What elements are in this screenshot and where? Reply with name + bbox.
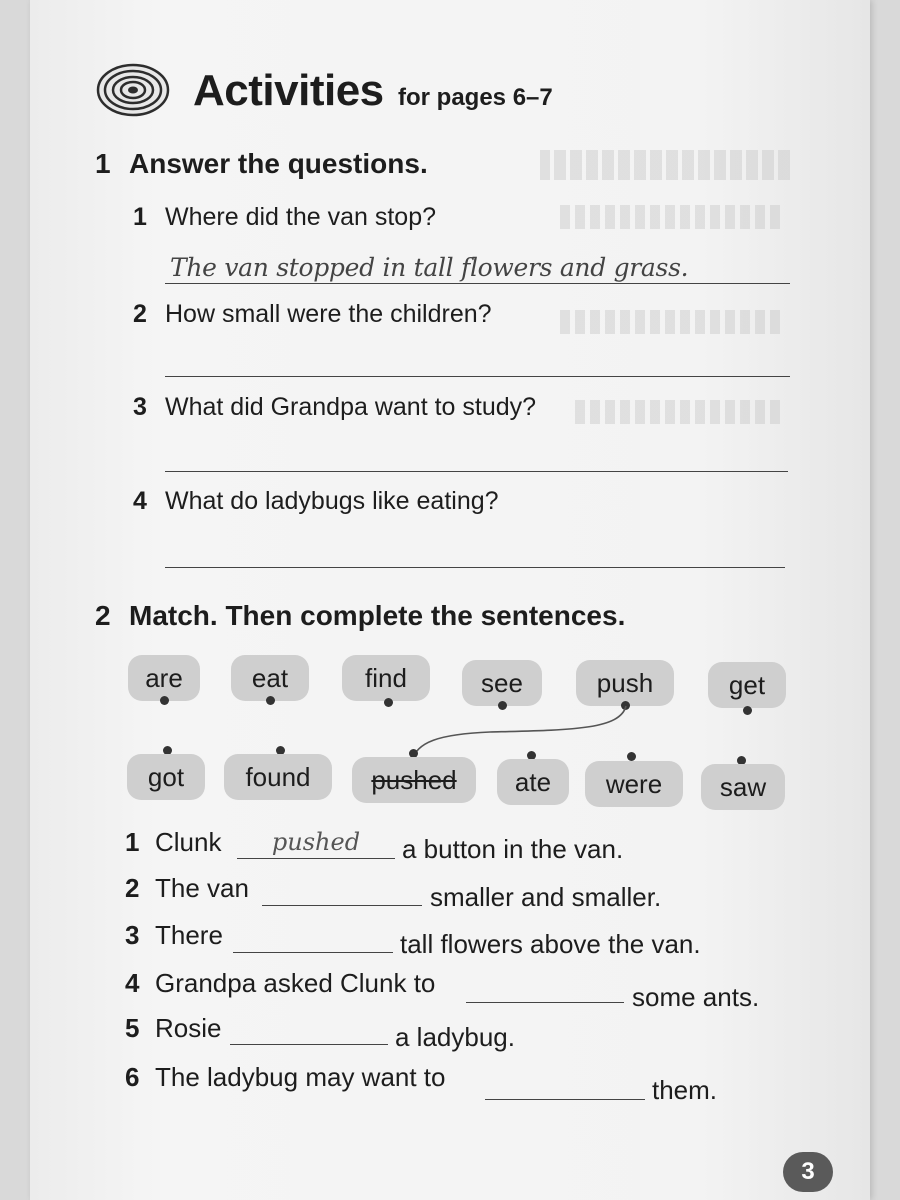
sentence-6 bbox=[125, 1062, 446, 1093]
word-box-push[interactable]: push bbox=[576, 660, 674, 706]
answer-line-2[interactable] bbox=[165, 376, 790, 377]
sentence-3-blank[interactable] bbox=[233, 922, 393, 953]
section-2-heading bbox=[95, 600, 625, 632]
word-box-got[interactable]: got bbox=[127, 754, 205, 800]
sentence-4 bbox=[125, 968, 435, 999]
sentence-start: Clunk bbox=[155, 827, 222, 857]
sentence-number: 2 bbox=[125, 873, 140, 903]
word-box-get[interactable]: get bbox=[708, 662, 786, 708]
sentence-1-blank[interactable]: pushed bbox=[237, 828, 395, 859]
spiral-flower-icon bbox=[95, 62, 171, 118]
question-text: How small were the children? bbox=[165, 300, 492, 328]
question-text: Where did the van stop? bbox=[165, 203, 436, 231]
sentence-number: 3 bbox=[125, 920, 140, 950]
show-through-text bbox=[540, 150, 790, 180]
sentence-4-end: some ants. bbox=[632, 982, 760, 1012]
word-box-find[interactable]: find bbox=[342, 655, 430, 701]
question-text: What did Grandpa want to study? bbox=[165, 393, 537, 421]
match-dot[interactable] bbox=[627, 752, 636, 761]
question-text: What do ladybugs like eating? bbox=[165, 487, 499, 515]
question-3 bbox=[133, 393, 536, 422]
answer-line-4[interactable] bbox=[165, 567, 785, 568]
sentence-number: 4 bbox=[125, 968, 140, 998]
word-box-saw[interactable]: saw bbox=[701, 764, 785, 810]
show-through-text bbox=[570, 400, 780, 424]
sentence-start: Rosie bbox=[155, 1013, 222, 1043]
sentence-number: 1 bbox=[125, 827, 140, 857]
sentence-5 bbox=[125, 1013, 221, 1044]
sentence-3-end: tall flowers above the van. bbox=[400, 929, 701, 959]
sentence-6-end: them. bbox=[652, 1075, 718, 1105]
sentence-start: The ladybug may want to bbox=[155, 1062, 446, 1092]
word-box-found[interactable]: found bbox=[224, 754, 332, 800]
question-number: 3 bbox=[133, 393, 147, 421]
sentence-2 bbox=[125, 873, 249, 904]
word-box-ate[interactable]: ate bbox=[497, 759, 569, 805]
question-1 bbox=[133, 203, 436, 232]
page-number-badge: 3 bbox=[783, 1152, 833, 1192]
match-dot[interactable] bbox=[384, 698, 393, 707]
sentence-1 bbox=[125, 827, 221, 858]
sentence-number: 6 bbox=[125, 1062, 140, 1092]
answer-line-1[interactable] bbox=[165, 283, 790, 284]
question-number: 2 bbox=[133, 300, 147, 328]
match-dot[interactable] bbox=[266, 696, 275, 705]
page-title: Activities bbox=[193, 66, 384, 115]
sentence-5-blank[interactable] bbox=[230, 1014, 388, 1045]
answer-1-handwriting: The van stopped in tall flowers and grass. bbox=[170, 253, 689, 282]
word-box-eat[interactable]: eat bbox=[231, 655, 309, 701]
question-2 bbox=[133, 300, 492, 329]
section-number: 2 bbox=[95, 600, 111, 631]
show-through-text bbox=[560, 310, 780, 334]
sentence-2-blank[interactable] bbox=[262, 875, 422, 906]
sentence-start: There bbox=[155, 920, 223, 950]
word-box-see[interactable]: see bbox=[462, 660, 542, 706]
sentence-2-end: smaller and smaller. bbox=[430, 882, 662, 912]
word-box-are[interactable]: are bbox=[128, 655, 200, 701]
show-through-text bbox=[560, 205, 780, 229]
answer-line-3[interactable] bbox=[165, 471, 788, 472]
section-title: Answer the questions. bbox=[129, 148, 428, 179]
page-subtitle: for pages 6–7 bbox=[398, 84, 553, 111]
match-dot[interactable] bbox=[160, 696, 169, 705]
word-box-were[interactable]: were bbox=[585, 761, 683, 807]
sentence-3 bbox=[125, 920, 223, 951]
section-title: Match. Then complete the sentences. bbox=[129, 600, 626, 631]
sentence-4-blank[interactable] bbox=[466, 972, 624, 1003]
word-box-pushed[interactable]: pushed bbox=[352, 757, 476, 803]
section-number: 1 bbox=[95, 148, 111, 179]
question-number: 1 bbox=[133, 203, 147, 231]
sentence-number: 5 bbox=[125, 1013, 140, 1043]
match-dot[interactable] bbox=[743, 706, 752, 715]
sentence-5-end: a ladybug. bbox=[395, 1022, 515, 1052]
section-1-heading bbox=[95, 148, 428, 180]
sentence-start: Grandpa asked Clunk to bbox=[155, 968, 436, 998]
sentence-start: The van bbox=[155, 873, 249, 903]
sentence-1-end: a button in the van. bbox=[402, 834, 624, 864]
question-number: 4 bbox=[133, 487, 147, 515]
question-4 bbox=[133, 487, 499, 516]
sentence-6-blank[interactable] bbox=[485, 1069, 645, 1100]
